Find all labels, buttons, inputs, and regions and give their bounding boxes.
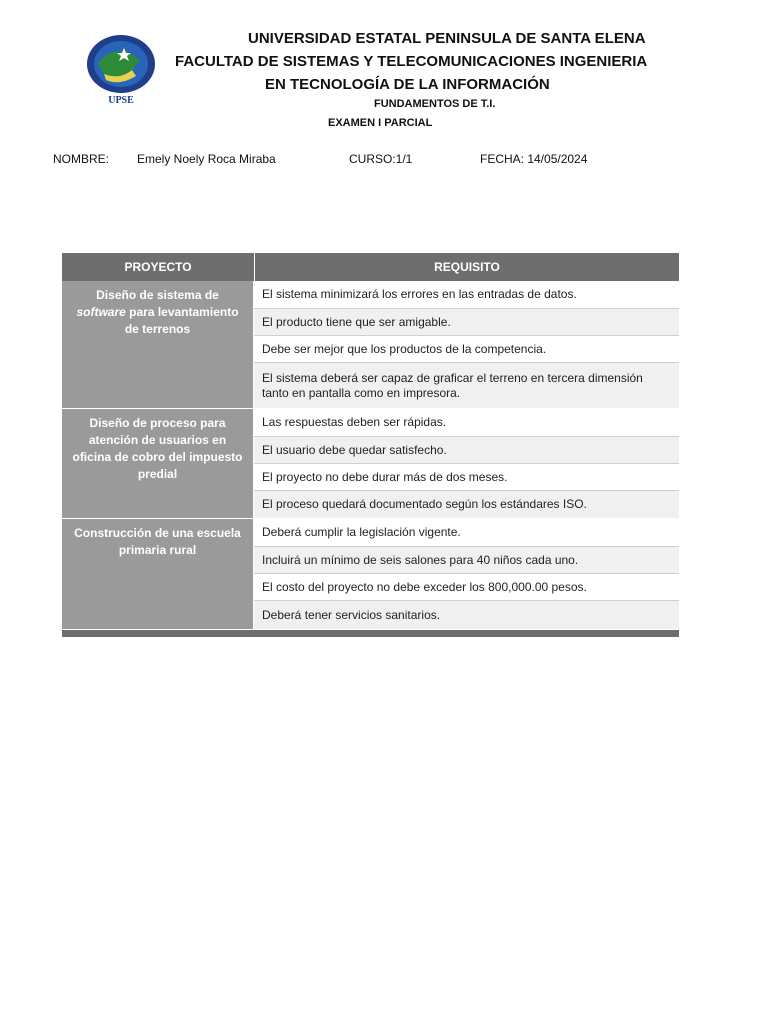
requirement-row: Deberá tener servicios sanitarios. — [254, 601, 679, 629]
table-footer-bar — [62, 630, 679, 637]
requirement-row: El sistema deberá ser capaz de graficar el terreno en tercera dimensión tanto en pantalla como en impresora. — [254, 363, 679, 408]
university-title: UNIVERSIDAD ESTATAL PENINSULA DE SANTA ELENA — [248, 30, 646, 47]
name-value: Emely Noely Roca Miraba — [137, 152, 276, 166]
date-value: FECHA: 14/05/2024 — [480, 152, 588, 166]
exam-title: EXAMEN I PARCIAL — [328, 117, 433, 129]
university-logo — [84, 34, 158, 106]
requirement-row: El proyecto no debe durar más de dos meses. — [254, 464, 679, 491]
career-title: EN TECNOLOGÍA DE LA INFORMACIÓN — [265, 76, 550, 93]
logo-text: UPSE — [108, 95, 134, 106]
col-project-header: PROYECTO — [62, 253, 255, 281]
project-group — [62, 519, 679, 630]
requirement-row: Incluirá un mínimo de seis salones para 40 niños cada uno. — [254, 547, 679, 574]
requirement-row: El proceso quedará documentado según los estándares ISO. — [254, 491, 679, 518]
project-cell: Diseño de sistema de software para levantamiento de terrenos — [62, 281, 254, 408]
course-value: CURSO:1/1 — [349, 152, 413, 166]
project-cell: Construcción de una escuela primaria rural — [62, 519, 254, 629]
table-header — [62, 253, 679, 281]
requirement-row: Debe ser mejor que los productos de la competencia. — [254, 336, 679, 363]
faculty-title: FACULTAD DE SISTEMAS Y TELECOMUNICACIONES INGENIERIA — [175, 53, 648, 70]
name-label: NOMBRE: — [53, 152, 110, 166]
requirement-row: El costo del proyecto no debe exceder los 800,000.00 pesos. — [254, 574, 679, 601]
project-group — [62, 409, 679, 519]
requirements-table — [62, 253, 679, 637]
requirement-row: Las respuestas deben ser rápidas. — [254, 409, 679, 437]
col-requirement-header: REQUISITO — [434, 260, 500, 274]
requirement-row: El usuario debe quedar satisfecho. — [254, 437, 679, 464]
project-group — [62, 281, 679, 409]
requirement-row: El sistema minimizará los errores en las entradas de datos. — [254, 281, 679, 309]
project-cell: Diseño de proceso para atención de usuarios en oficina de cobro del impuesto predial — [62, 409, 254, 518]
subject-title: FUNDAMENTOS DE T.I. — [374, 98, 496, 110]
requirement-row: El producto tiene que ser amigable. — [254, 309, 679, 336]
requirement-row: Deberá cumplir la legislación vigente. — [254, 519, 679, 547]
